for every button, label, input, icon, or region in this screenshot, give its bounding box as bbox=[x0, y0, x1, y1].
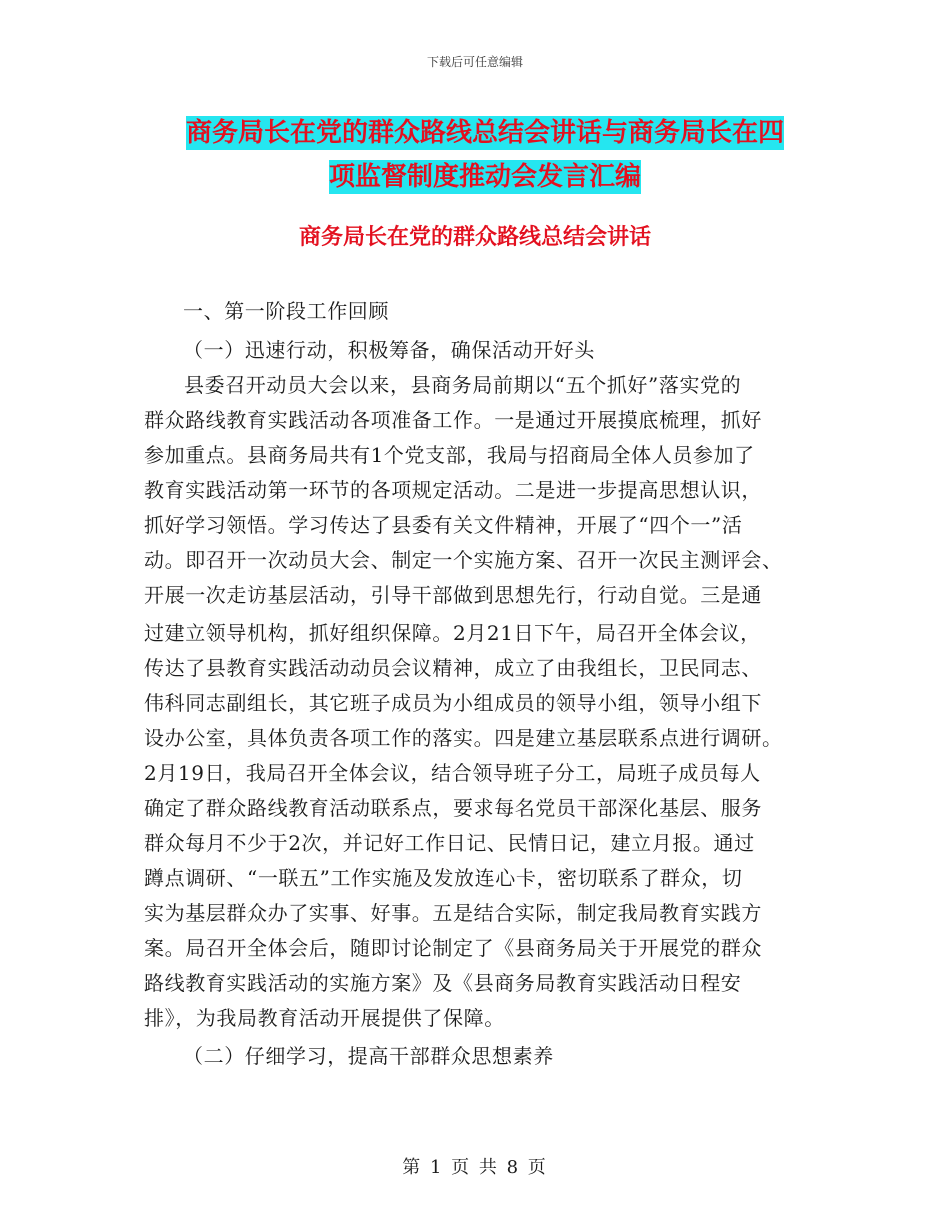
paragraph-line: 群众路线教育实践活动各项准备工作。一是通过开展摸底梳理，抓好 bbox=[144, 408, 762, 432]
paragraph-line: 确定了群众路线教育活动联系点，要求每名党员干部深化基层、服务 bbox=[144, 796, 762, 820]
paragraph-line: 抓好学习领悟。学习传达了县委有关文件精神，开展了“四个一”活 bbox=[144, 513, 743, 537]
heading-level-1: 一、第一阶段工作回顾 bbox=[183, 299, 389, 323]
paragraph-line: 传达了县教育实践活动动员会议精神，成立了由我组长，卫民同志、 bbox=[144, 656, 762, 680]
paragraph-line: 实为基层群众办了实事、好事。五是结合实际，制定我局教育实践方 bbox=[144, 901, 762, 925]
document-title bbox=[140, 111, 830, 199]
paragraph-line: 案。局召开全体会后，随即讨论制定了《县商务局关于开展党的群众 bbox=[144, 936, 762, 960]
paragraph-line: 蹲点调研、“一联五”工作实施及发放连心卡，密切联系了群众，切 bbox=[144, 866, 743, 890]
paragraph-line: 县委召开动员大会以来，县商务局前期以“五个抓好”落实党的 bbox=[184, 373, 742, 397]
paragraph-line: 开展一次走访基层活动，引导干部做到思想先行，行动自觉。三是通 bbox=[144, 583, 762, 607]
header-note: 下载后可任意编辑 bbox=[426, 55, 523, 69]
paragraph-line: 动。即召开一次动员大会、制定一个实施方案、召开一次民主测评会、 bbox=[144, 548, 783, 572]
paragraph-line: 教育实践活动第一环节的各项规定活动。二是进一步提高思想认识， bbox=[144, 478, 762, 502]
document-title-line-2: 项监督制度推动会发言汇编 bbox=[328, 162, 641, 192]
paragraph-line: 群众每月不少于2次，并记好工作日记、民情日记，建立月报。通过 bbox=[144, 831, 755, 855]
paragraph-line: 伟科同志副组长，其它班子成员为小组成员的领导小组，领导小组下 bbox=[144, 691, 762, 715]
paragraph-line: 过建立领导机构，抓好组织保障。2月21日下午，局召开全体会议， bbox=[144, 621, 761, 645]
paragraph-line: 参加重点。县商务局共有1个党支部，我局与招商局全体人员参加了 bbox=[144, 443, 755, 467]
heading-level-2: （一）迅速行动，积极筹备，确保活动开好头 bbox=[183, 338, 595, 362]
section-title: 商务局长在党的群众路线总结会讲话 bbox=[298, 225, 651, 250]
paragraph-line: 设办公室，具体负责各项工作的落实。四是建立基层联系点进行调研。 bbox=[144, 726, 783, 750]
document-title-line-1: 商务局长在党的群众路线总结会讲话与商务局长在四 bbox=[185, 118, 784, 148]
paragraph-line: 2月19日，我局召开全体会议，结合领导班子分工，局班子成员每人 bbox=[144, 761, 761, 785]
heading-level-2: （二）仔细学习，提高干部群众思想素养 bbox=[183, 1044, 554, 1068]
page-number: 第 1 页 共 8 页 bbox=[402, 1157, 548, 1178]
paragraph-line: 路线教育实践活动的实施方案》及《县商务局教育实践活动日程安 bbox=[144, 971, 742, 995]
paragraph-line: 排》，为我局教育活动开展提供了保障。 bbox=[144, 1006, 505, 1030]
